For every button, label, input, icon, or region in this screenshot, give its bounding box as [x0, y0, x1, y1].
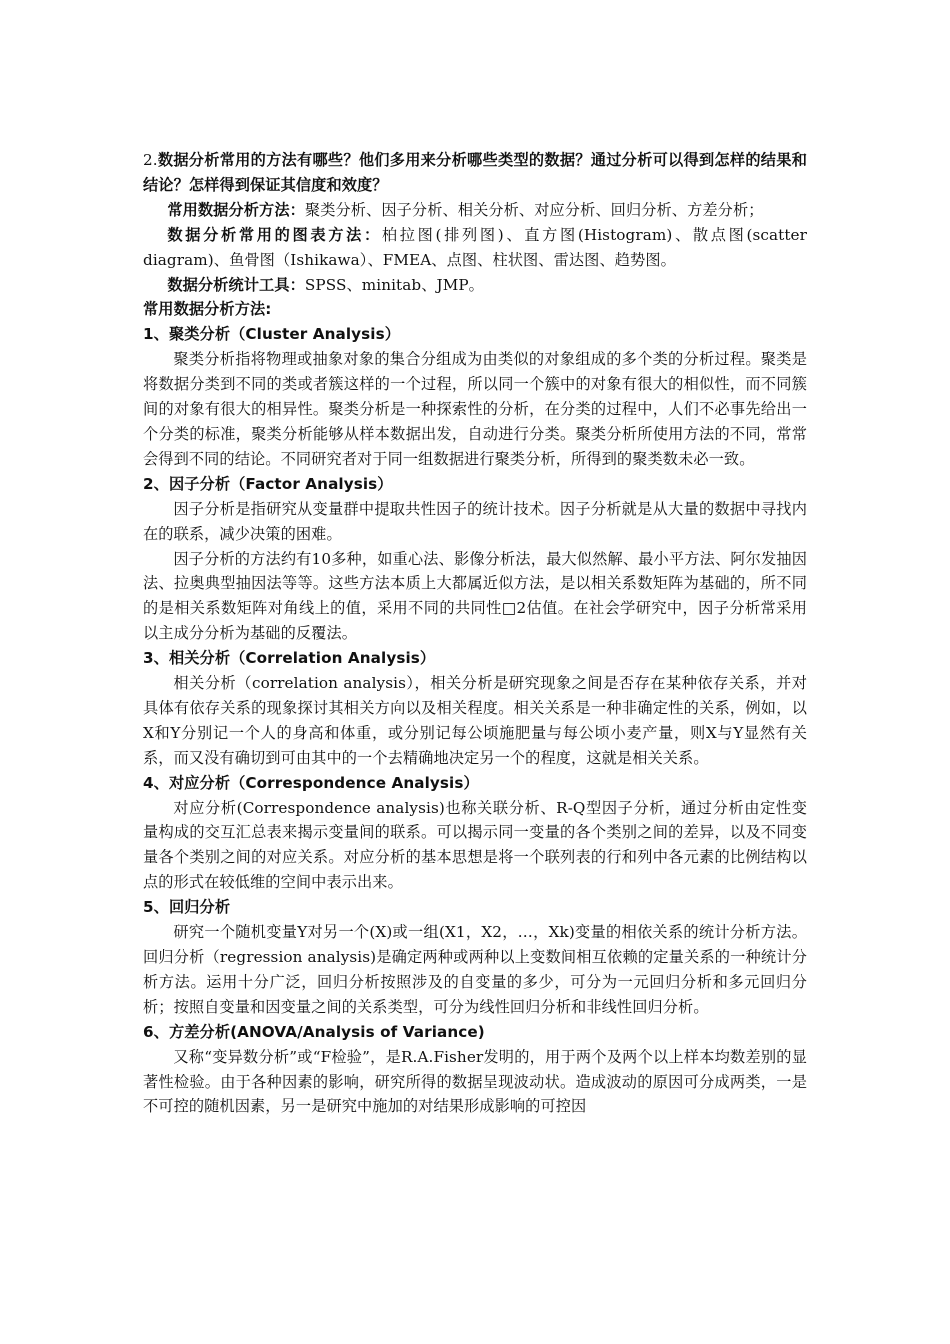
summary-methods: [143, 198, 807, 223]
summary-tools: [143, 273, 807, 298]
summary-tools-text: SPSS、minitab、JMP。: [304, 275, 484, 294]
section-heading-factor: 2、因子分析（Factor Analysis）: [143, 474, 393, 493]
question-paragraph: [143, 148, 807, 198]
section-heading-regression: 5、回归分析: [143, 898, 231, 917]
section-paragraph-cluster: 聚类分析指将物理或抽象对象的集合分组成为由类似的对象组成的多个类的分析过程。聚类是将数据分类到不同的类或者簇这样的一个过程，所以同一个簇中的对象有很大的相似性，而不同簇间的对象有很大的相异性。聚类分析是一种探索性的分析，在分类的过程中，人们不必事先给出一个分类的标准，聚类分析能够从样本数据出发，自动进行分类。聚类分析所使用方法的不同，常常会得到不同的结论。不同研究者对于同一组数据进行聚类分析，所得到的聚类数未必一致。: [143, 350, 807, 468]
section-paragraph-regression: 研究一个随机变量Y对另一个(X)或一组(X1，X2，…，Xk)变量的相依关系的统计分析方法。回归分析（regression analysis)是确定两种或两种以上变数间相互依赖的定量关系的一种统计分析方法。运用十分广泛，回归分析按照涉及的自变量的多少，可分为一元回归分析和多元回归分析；按照自变量和因变量之间的关系类型，可分为线性回归分析和非线性回归分析。: [143, 923, 807, 1016]
methods-heading: 常用数据分析方法:: [143, 300, 272, 319]
question-text: 数据分析常用的方法有哪些？他们多用来分析哪些类型的数据？通过分析可以得到怎样的结果和结论？怎样得到保证其信度和效度？: [143, 151, 807, 194]
section-heading-correspondence: 4、对应分析（Correspondence Analysis）: [143, 773, 479, 792]
summary-charts: [143, 223, 807, 273]
question-prefix: 2.: [143, 151, 158, 169]
section-paragraph-correspondence: 对应分析(Correspondence analysis)也称关联分析、R-Q型因子分析，通过分析由定性变量构成的交互汇总表来揭示变量间的联系。可以揭示同一变量的各个类别之间的差异，以及不同变量各个类别之间的对应关系。对应分析的基本思想是将一个联列表的行和列中各元素的比例结构以点的形式在较低维的空间中表示出来。: [143, 798, 807, 892]
section-heading-anova: 6、方差分析(ANOVA/Analysis of Variance): [143, 1022, 485, 1041]
summary-charts-label: 数据分析常用的图表方法：: [167, 225, 382, 244]
document-body: [143, 148, 807, 1119]
section-heading-correlation: 3、相关分析（Correlation Analysis）: [143, 649, 436, 668]
summary-charts-text: 柏拉图(排列图)、直方图(Histogram)、散点图(scatter diagram)、鱼骨图（Ishikawa）、FMEA、点图、柱状图、雷达图、趋势图。: [143, 225, 808, 269]
summary-methods-label: 常用数据分析方法：: [167, 200, 305, 219]
section-paragraph-anova: 又称“变异数分析”或“F检验”，是R.A.Fisher发明的，用于两个及两个以上样本均数差别的显著性检验。由于各种因素的影响，研究所得的数据呈现波动状。造成波动的原因可分成两类，一是不可控的随机因素，另一是研究中施加的对结果形成影响的可控因: [143, 1047, 807, 1116]
section-paragraph-correlation: 相关分析（correlation analysis），相关分析是研究现象之间是否存在某种依存关系，并对具体有依存关系的现象探讨其相关方向以及相关程度。相关关系是一种非确定性的关系，例如，以X和Y分别记一个人的身高和体重，或分别记每公顷施肥量与每公顷小麦产量，则X与Y显然有关系，而又没有确切到可由其中的一个去精确地决定另一个的程度，这就是相关关系。: [143, 674, 807, 767]
section-heading-cluster: 1、聚类分析（Cluster Analysis）: [143, 325, 401, 344]
summary-methods-text: 聚类分析、因子分析、相关分析、对应分析、回归分析、方差分析；: [304, 200, 764, 219]
summary-tools-label: 数据分析统计工具：: [167, 275, 305, 294]
section-paragraph-factor-1: 因子分析是指研究从变量群中提取共性因子的统计技术。因子分析就是从大量的数据中寻找内在的联系，减少决策的困难。: [143, 499, 807, 543]
section-paragraph-factor-2: 因子分析的方法约有10多种，如重心法、影像分析法，最大似然解、最小平方法、阿尔发抽因法、拉奥典型抽因法等等。这些方法本质上大都属近似方法，是以相关系数矩阵为基础的，所不同的是相关系数矩阵对角线上的值，采用不同的共同性□2估值。在社会学研究中，因子分析常采用以主成分分析为基础的反覆法。: [143, 549, 807, 643]
